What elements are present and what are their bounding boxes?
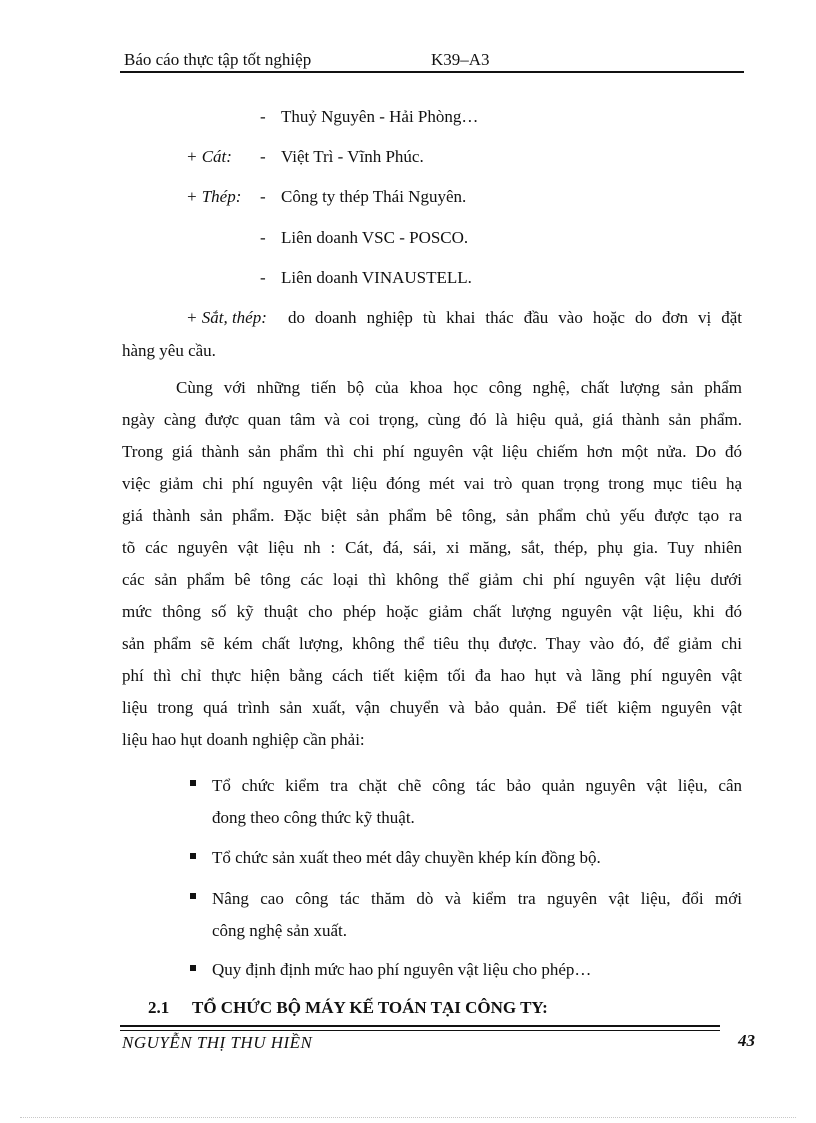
main-paragraph: [122, 372, 742, 756]
footer-divider: [120, 1025, 720, 1027]
page-header: [124, 50, 744, 70]
section-title: TỔ CHỨC BỘ MÁY KẾ TOÁN TẠI CÔNG TY:: [192, 998, 548, 1017]
material-label-iron-steel: + Sắt, thép:: [186, 308, 267, 327]
text-line: do doanh nghiệp tù khai thác đầu vào hoặc do đơn vị đặt: [288, 308, 742, 327]
material-label-sand: + Cát:: [186, 147, 232, 166]
paragraph-line: mức thông số kỹ thuật cho phép hoặc giảm chất lượng nguyên vật liệu, khi đó: [122, 602, 742, 621]
paragraph-line: phí thì chỉ thực hiện bằng cách tiết kiệm tối đa hao hụt và lãng phí nguyên vật: [122, 666, 742, 685]
paragraph-line: tõ các nguyên vật liệu nh : Cát, đá, sái, xi măng, sắt, thép, phụ gia. Tuy nhiên: [122, 538, 742, 557]
bullet-square-icon: [190, 780, 196, 786]
bullet-line: đong theo công thức kỹ thuật.: [212, 808, 415, 827]
footer-author-name: NGUYỄN THỊ THU HIỀN: [122, 1033, 313, 1052]
material-source: Liên doanh VINAUSTELL.: [281, 268, 472, 287]
section-number: 2.1: [148, 998, 170, 1017]
bullet-item: Quy định định mức hao phí nguyên vật liệu cho phép…: [212, 960, 592, 979]
paragraph-line: việc giảm chi phí nguyên vật liệu đóng mét vai trò quan trọng trong mục tiêu hạ: [122, 474, 742, 493]
footer-divider: [120, 1030, 720, 1031]
material-source: Thuỷ Nguyên - Hải Phòng…: [281, 107, 479, 126]
bullet-line: Nâng cao công tác thăm dò và kiểm tra nguyên vật liệu, đổi mới: [212, 889, 742, 908]
bullet-line: Tổ chức kiểm tra chặt chẽ công tác bảo quản nguyên vật liệu, cân: [212, 776, 742, 795]
material-source: Công ty thép Thái Nguyên.: [281, 187, 467, 206]
material-dash: -: [260, 107, 266, 126]
paragraph-line: sản phẩm sẽ kém chất lượng, không thể tiêu thụ được. Thay vào đó, để giảm chi: [122, 634, 742, 653]
paragraph-line: giá thành sản phẩm. Đặc biệt sản phẩm bê tông, sản phẩm chủ yếu được tạo ra: [122, 506, 742, 525]
paragraph-line: liệu trong quá trình sản xuất, vận chuyển và bảo quản. Để tiết kiệm nguyên vật: [122, 698, 742, 717]
page-edge-dotted-line: [20, 1117, 796, 1118]
bullet-square-icon: [190, 853, 196, 859]
material-source: Liên doanh VSC - POSCO.: [281, 228, 469, 247]
material-dash: -: [260, 228, 266, 247]
paragraph-line: liệu hao hụt doanh nghiệp cần phải:: [122, 730, 365, 749]
bullet-square-icon: [190, 965, 196, 971]
bullet-item: [212, 883, 742, 947]
material-dash: -: [260, 268, 266, 287]
bullet-item: Tổ chức sản xuất theo mét dây chuyền khép kín đồng bộ.: [212, 848, 601, 867]
bullet-item: [212, 770, 742, 834]
material-dash: -: [260, 187, 266, 206]
paragraph-line: Trong giá thành sản phẩm thì chi phí nguyên vật liệu chiếm hơn một nửa. Do đó: [122, 442, 742, 461]
bullet-square-icon: [190, 893, 196, 899]
material-source: Việt Trì - Vĩnh Phúc.: [281, 147, 424, 166]
header-report-title: Báo cáo thực tập tốt nghiệp: [124, 50, 312, 69]
paragraph-line: Cùng với những tiến bộ của khoa học công nghệ, chất lượng sản phẩm: [176, 378, 742, 397]
iron-steel-text: [288, 302, 742, 334]
bullet-line: công nghệ sản xuất.: [212, 921, 348, 940]
header-divider: [120, 71, 744, 73]
material-label-steel: + Thép:: [186, 187, 242, 206]
material-dash: -: [260, 147, 266, 166]
paragraph-line: các sản phẩm bê tông các loại thì không thể giảm chi phí nguyên vật liệu dưới: [122, 570, 742, 589]
iron-steel-text-cont: hàng yêu cầu.: [122, 341, 216, 360]
header-class-code: K39–A3: [431, 50, 490, 69]
paragraph-line: ngày càng được quan tâm và coi trọng, cùng đó là hiệu quả, giá thành sản phẩm.: [122, 410, 742, 429]
page-number: 43: [738, 1031, 755, 1050]
